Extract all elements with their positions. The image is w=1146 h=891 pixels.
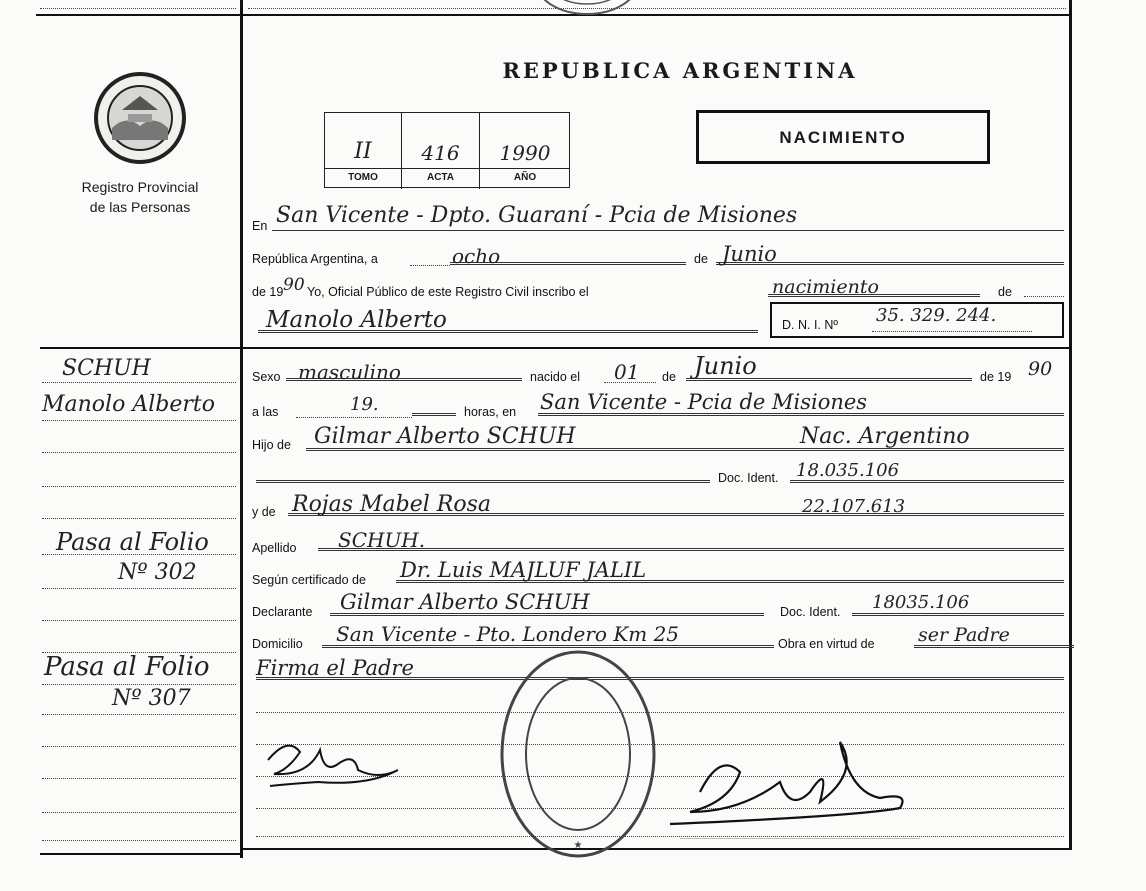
day-words-value: ocho <box>452 244 501 268</box>
margin-given-names: Manolo Alberto <box>42 392 215 417</box>
birth-year-prefix: de 19 <box>980 370 1012 384</box>
act-type-box <box>696 110 990 164</box>
declarante-label: Declarante <box>252 605 313 619</box>
reference-box <box>324 112 570 188</box>
top-dots-right <box>248 8 1066 9</box>
doc-ident-label: Doc. Ident. <box>718 471 779 485</box>
registry-name-line1: Registro Provincial <box>81 179 199 195</box>
declarant-value: Gilmar Alberto SCHUH <box>340 590 590 614</box>
surname-value: SCHUH. <box>338 528 426 552</box>
tomo-label: TOMO <box>348 172 378 183</box>
en-label: En <box>252 219 268 233</box>
inscribe-word: nacimiento <box>772 276 879 298</box>
document-title: REPUBLICA ARGENTINA <box>502 58 858 83</box>
section-divider-left <box>40 347 240 349</box>
father-value: Gilmar Alberto SCHUH <box>314 424 576 449</box>
birth-year-suffix: 90 <box>1028 358 1053 380</box>
bottom-rule-left <box>40 853 240 855</box>
dni-value: 35. 329. 244. <box>876 305 997 326</box>
declarant-doc-value: 18035.106 <box>872 592 970 613</box>
registry-seal-emblem <box>92 70 188 166</box>
officer-name-stamp <box>680 808 920 839</box>
nacido-label: nacido el <box>530 370 581 384</box>
birth-day-value: 01 <box>614 360 640 384</box>
acta-label: ACTA <box>426 172 455 183</box>
place-value: San Vicente - Dpto. Guaraní - Pcia de Misiones <box>276 203 798 228</box>
birth-place-value: San Vicente - Pcia de Misiones <box>540 390 868 414</box>
ano-value: 1990 <box>499 141 551 165</box>
section-divider-right <box>242 347 1070 349</box>
left-rule <box>240 0 243 858</box>
certifier-value: Dr. Luis MAJLUF JALIL <box>400 558 647 582</box>
domicilio-label: Domicilio <box>252 637 303 651</box>
dni-label: D. N. I. Nº <box>782 318 838 332</box>
month-value: Junio <box>722 242 777 266</box>
de-label-1: de <box>694 252 708 266</box>
svg-text:★: ★ <box>573 840 583 851</box>
margin-note1-line1: Pasa al Folio <box>56 528 209 556</box>
horas-label: horas, en <box>464 405 517 419</box>
sexo-label: Sexo <box>252 370 281 384</box>
registrar-text: Yo, Oficial Público de este Registro Civil inscribo el <box>307 285 589 299</box>
republica-label: República Argentina, a <box>252 252 378 266</box>
doc-ident-label-2: Doc. Ident. <box>780 605 841 619</box>
de-label-2: de <box>998 285 1012 299</box>
act-type-label: NACIMIENTO <box>779 128 907 147</box>
apellido-label: Apellido <box>252 541 297 555</box>
address-value: San Vicente - Pto. Londero Km 25 <box>336 622 680 646</box>
declarant-signature <box>258 730 408 790</box>
y-de-label: y de <box>252 505 276 519</box>
right-rule <box>1069 0 1072 850</box>
margin-surname: SCHUH <box>62 356 151 381</box>
a-las-label: a las <box>252 405 279 419</box>
margin-note1-line2: Nº 302 <box>118 560 197 585</box>
hijo-label: Hijo de <box>252 438 291 452</box>
birth-month-value: Junio <box>694 352 757 380</box>
ano-label: AÑO <box>513 172 537 183</box>
mother-value: Rojas Mabel Rosa <box>292 492 492 517</box>
firma-value: Firma el Padre <box>256 656 414 680</box>
father-nationality: Nac. Argentino <box>800 424 970 449</box>
sexo-value: masculino <box>298 360 401 384</box>
obra-label: Obra en virtud de <box>778 637 875 651</box>
de-label-3: de <box>662 370 676 384</box>
year-suffix: 90 <box>283 275 305 295</box>
top-partial-seal <box>532 0 642 30</box>
mother-doc-value: 22.107.613 <box>802 496 906 517</box>
year-prefix: de 19 <box>252 285 284 299</box>
hour-value: 19. <box>350 394 379 415</box>
child-given-names: Manolo Alberto <box>266 307 447 333</box>
margin-note2-line2: Nº 307 <box>112 686 191 711</box>
capacity-value: ser Padre <box>918 624 1010 646</box>
segun-label: Según certificado de <box>252 573 366 587</box>
father-doc-value: 18.035.106 <box>796 460 900 481</box>
top-dots-left <box>40 8 236 9</box>
margin-note2-line1: Pasa al Folio <box>44 652 210 682</box>
acta-value: 416 <box>421 141 460 165</box>
registry-oval-stamp <box>498 648 658 860</box>
registry-name-line2: de las Personas <box>89 199 191 215</box>
tomo-value: II <box>354 139 372 164</box>
